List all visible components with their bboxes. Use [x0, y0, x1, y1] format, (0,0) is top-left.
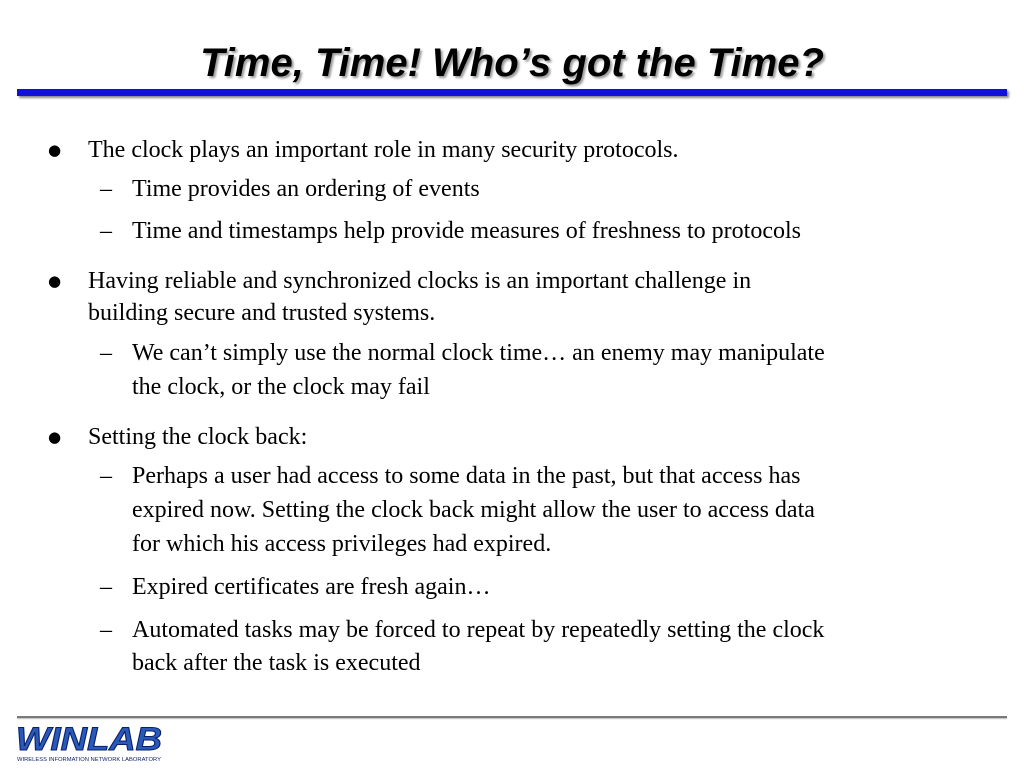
bullet-text: Having reliable and synchronized clocks is an important challenge in — [88, 268, 752, 294]
slide-title: Time, Time! Who’s got the Time? — [200, 41, 824, 85]
sub-bullet-text: Time and timestamps help provide measures of freshness to protocols — [132, 218, 801, 244]
bullet-dot-icon: ● — [48, 141, 62, 159]
logo-wordmark: WINLAB — [16, 722, 162, 757]
sub-bullet-text: We can’t simply use the normal clock time… an enemy may manipulate — [132, 340, 825, 366]
winlab-logo — [14, 722, 166, 764]
sub-bullet-dash: – — [100, 617, 112, 643]
sub-bullet-dash: – — [100, 340, 112, 366]
bullet-dot-icon: ● — [48, 428, 62, 446]
sub-bullet-dash: – — [100, 176, 112, 202]
bullet-text: The clock plays an important role in many security protocols. — [88, 137, 679, 163]
sub-bullet-text: expired now. Setting the clock back might allow the user to access data — [132, 497, 815, 523]
logo-subtitle: WIRELESS INFORMATION NETWORK LABORATORY — [17, 757, 162, 763]
sub-bullet-text: Automated tasks may be forced to repeat by repeatedly setting the clock — [132, 617, 825, 643]
sub-bullet-text: the clock, or the clock may fail — [132, 374, 430, 400]
sub-bullet-dash: – — [100, 574, 112, 600]
bullet-dot-icon: ● — [48, 272, 62, 290]
sub-bullet-text: Expired certificates are fresh again… — [132, 574, 491, 600]
sub-bullet-text: back after the task is executed — [132, 650, 421, 676]
sub-bullet-dash: – — [100, 463, 112, 489]
sub-bullet-text: Time provides an ordering of events — [132, 176, 480, 202]
sub-bullet-text: for which his access privileges had expired. — [132, 531, 552, 557]
bullet-text: building secure and trusted systems. — [88, 300, 436, 326]
footer-divider — [17, 716, 1007, 718]
bullet-text: Setting the clock back: — [88, 424, 308, 450]
sub-bullet-dash: – — [100, 218, 112, 244]
sub-bullet-text: Perhaps a user had access to some data in the past, but that access has — [132, 463, 801, 489]
